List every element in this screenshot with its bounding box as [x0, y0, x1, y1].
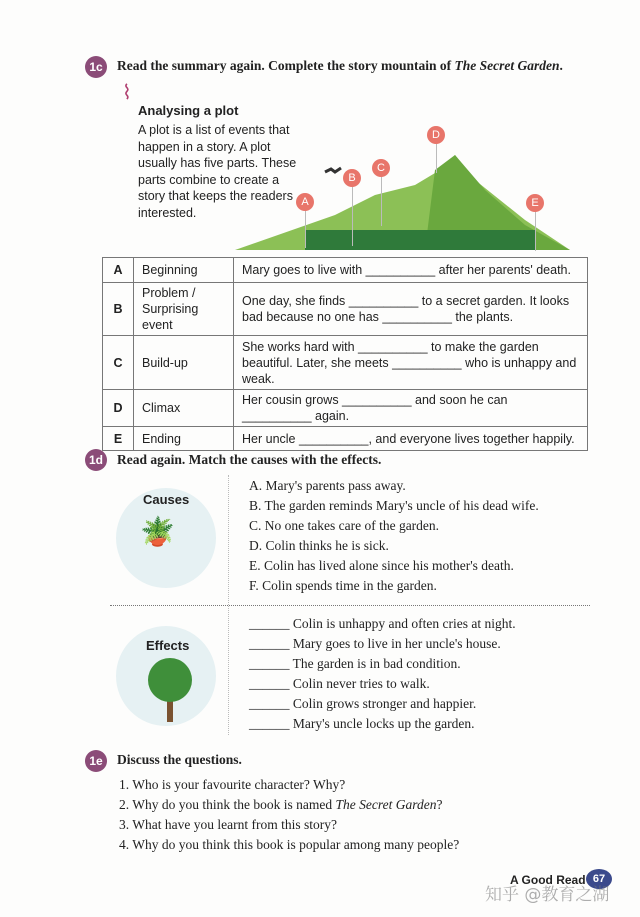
watermark: 知乎 @教育之湖: [485, 885, 610, 905]
effect-item[interactable]: ______ Colin never tries to walk.: [249, 676, 430, 691]
pin-a: A: [296, 193, 314, 211]
row-text[interactable]: Her cousin grows __________ and soon he can __________ again.: [234, 390, 588, 427]
row-part: Problem / Surprising event: [134, 283, 234, 336]
cause-item: D. Colin thinks he is sick.: [249, 538, 389, 553]
story-mountain-illustration: [225, 120, 585, 256]
table-row: [103, 258, 588, 283]
divider: [110, 605, 590, 606]
instruction-1c: Read the summary again. Complete the story mountain of The Secret Garden.: [117, 58, 563, 73]
question-item: 2. Why do you think the book is named The Secret Garden?: [119, 797, 443, 812]
cause-item: B. The garden reminds Mary's uncle of his dead wife.: [249, 498, 539, 513]
pin-d: D: [427, 126, 445, 144]
effects-label: Effects: [146, 638, 190, 653]
row-part: Build-up: [134, 336, 234, 390]
tip-title: Analysing a plot: [138, 103, 239, 118]
causes-list: [249, 476, 539, 596]
exercise-badge-1c: 1c: [85, 56, 107, 78]
question-item: 3. What have you learnt from this story?: [119, 817, 337, 832]
row-part: Ending: [134, 427, 234, 451]
row-letter: C: [103, 336, 134, 390]
row-letter: D: [103, 390, 134, 427]
tree-icon: [145, 655, 195, 723]
table-row: [103, 336, 588, 390]
effect-item[interactable]: ______ Mary goes to live in her uncle's house.: [249, 636, 501, 651]
footer-section: A Good Read: [510, 873, 586, 887]
effect-item[interactable]: ______ Colin grows stronger and happier.: [249, 696, 477, 711]
row-letter: A: [103, 258, 134, 283]
row-part: Climax: [134, 390, 234, 427]
tip-text: A plot is a list of events that happen in a story. A plot usually has five parts. These parts combine to create a story that keeps the readers interested.: [138, 123, 297, 220]
exercise-badge-1d: 1d: [85, 449, 107, 471]
table-row: [103, 427, 588, 451]
cause-item: F. Colin spends time in the garden.: [249, 578, 437, 593]
row-text[interactable]: Mary goes to live with __________ after her parents' death.: [234, 258, 588, 283]
pin-e: E: [526, 194, 544, 212]
effect-item[interactable]: ______ Mary's uncle locks up the garden.: [249, 716, 475, 731]
effect-item[interactable]: ______ The garden is in bad condition.: [249, 656, 461, 671]
row-part: Beginning: [134, 258, 234, 283]
row-text[interactable]: One day, she finds __________ to a secret garden. It looks bad because no one has __________ the plants.: [234, 283, 588, 336]
effect-item[interactable]: ______ Colin is unhappy and often cries at night.: [249, 616, 516, 631]
row-letter: B: [103, 283, 134, 336]
watering-plant-icon: 🪴: [140, 515, 175, 548]
instruction-1d: Read again. Match the causes with the effects.: [117, 452, 382, 467]
story-mountain-table: [102, 257, 588, 451]
cause-item: C. No one takes care of the garden.: [249, 518, 440, 533]
pin-b: B: [343, 169, 361, 187]
instruction-1e: Discuss the questions.: [117, 752, 242, 767]
effects-list: [249, 614, 516, 734]
cause-item: E. Colin has lived alone since his mother's death.: [249, 558, 514, 573]
causes-label: Causes: [143, 492, 190, 507]
row-letter: E: [103, 427, 134, 451]
table-row: [103, 283, 588, 336]
question-item: 4. Why do you think this book is popular among many people?: [119, 837, 460, 852]
question-item: 1. Who is your favourite character? Why?: [119, 777, 346, 792]
exercise-badge-1e: 1e: [85, 750, 107, 772]
questions-list: [119, 775, 459, 855]
pin-c: C: [372, 159, 390, 177]
cause-item: A. Mary's parents pass away.: [249, 478, 406, 493]
table-row: [103, 390, 588, 427]
paperclip-icon: ⌇: [122, 80, 132, 104]
page-number: 67: [586, 869, 612, 889]
row-text[interactable]: She works hard with __________ to make the garden beautiful. Later, she meets __________ who is unhappy and weak.: [234, 336, 588, 390]
row-text[interactable]: Her uncle __________, and everyone lives together happily.: [234, 427, 588, 451]
